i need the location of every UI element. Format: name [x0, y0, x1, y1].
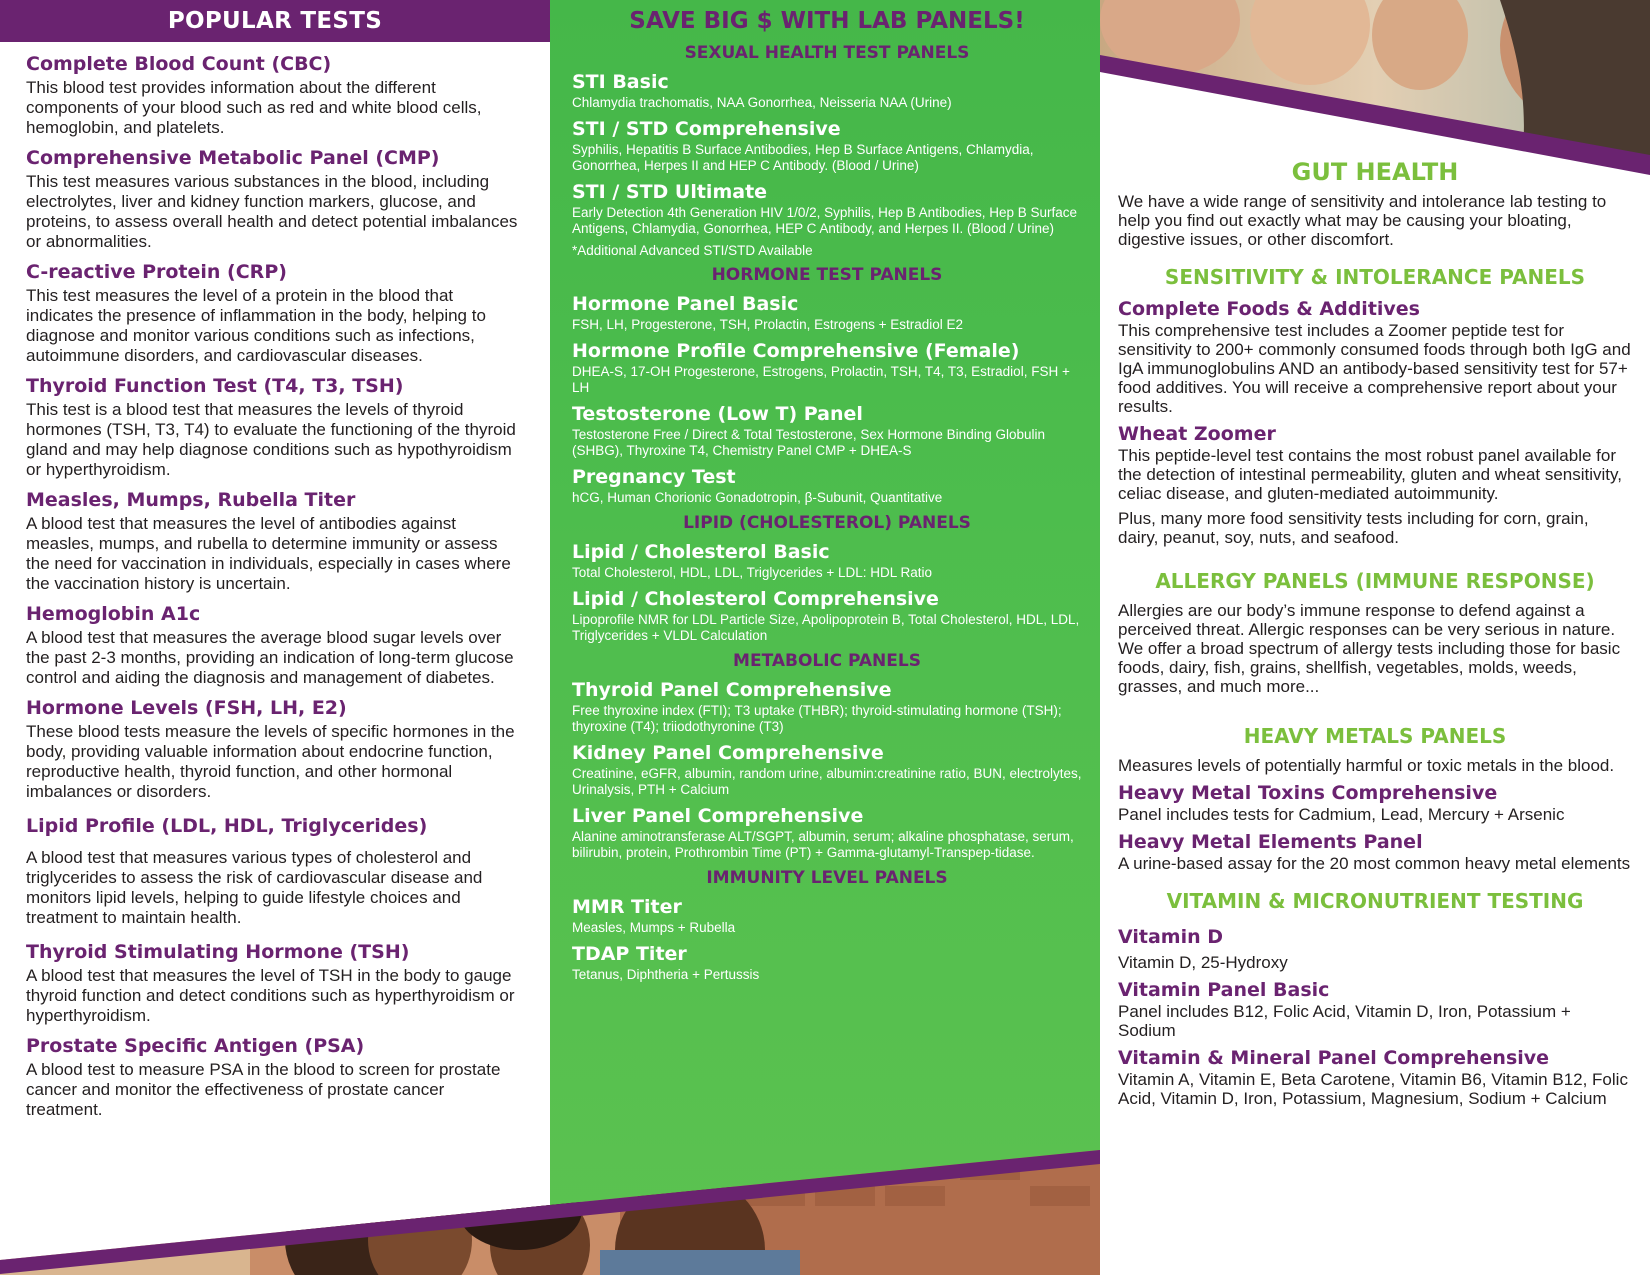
panel-item — [572, 804, 1082, 861]
gut-health-column — [1100, 0, 1650, 1275]
panel-description: DHEA-S, 17-OH Progesterone, Estrogens, Prolactin, TSH, T4, T3, Estradiol, FSH + LH — [572, 364, 1070, 395]
test-description: A blood test that measures various types of cholesterol and triglycerides to assess the risk of cardiovascular disease and monitors lipid levels, helping to guide lifestyle choices and treatment to maintain health. — [26, 848, 483, 927]
test-title: Hemoglobin A1c — [26, 603, 201, 625]
test-title: Measles, Mumps, Rubella Titer — [26, 489, 356, 511]
lab-panels-column — [550, 0, 1100, 1275]
foods-additives-description: This comprehensive test includes a Zoomer peptide test for sensitivity to 200+ commonly consumed foods through both IgG and IgA immunoglobulins AND an antibody-based sensitivity test for 57+ food additives. You will receive a comprehensive report about your results. — [1118, 321, 1631, 416]
metal-elements-title: Heavy Metal Elements Panel — [1118, 831, 1423, 853]
section-heading: SEXUAL HEALTH TEST PANELS — [684, 43, 970, 63]
test-item — [26, 696, 524, 802]
panel-item — [572, 117, 1082, 174]
panel-item — [572, 180, 1082, 237]
wheat-zoomer-title: Wheat Zoomer — [1118, 423, 1276, 445]
panel-item — [572, 895, 1082, 936]
test-title: Hormone Levels (FSH, LH, E2) — [26, 697, 347, 719]
test-description: This blood test provides information about the different components of your blood such as red and white blood cells, hemoglobin, and platelets. — [26, 78, 482, 137]
popular-tests-header: POPULAR TESTS — [0, 0, 550, 42]
wheat-zoomer-description: This peptide-level test contains the most robust panel available for the detection of intestinal permeability, gluten and wheat sensitivity, celiac disease, and gluten-mediated autoimmunity. — [1118, 446, 1622, 503]
gut-health-intro: We have a wide range of sensitivity and intolerance lab testing to help you find out exactly what may be causing your bloating, digestive issues, or other discomfort. — [1118, 192, 1607, 249]
vitamin-mineral-title: Vitamin & Mineral Panel Comprehensive — [1118, 1047, 1550, 1069]
panel-item — [572, 70, 1082, 111]
panel-title: Testosterone (Low T) Panel — [572, 403, 863, 425]
panel-title: STI / STD Comprehensive — [572, 118, 841, 140]
test-description: This test is a blood test that measures the levels of thyroid hormones (TSH, T3, T4) to evaluate the functioning of the thyroid gland and may help diagnose conditions such as hypothyroidism or hyperthyroidism. — [26, 400, 516, 479]
panel-description: Measles, Mumps + Rubella — [572, 920, 736, 935]
panel-item — [572, 942, 1082, 983]
panel-item — [572, 678, 1082, 735]
family-photo-top — [1100, 0, 1650, 175]
panel-item — [572, 402, 1082, 459]
test-item — [26, 146, 524, 252]
panel-description: Early Detection 4th Generation HIV 1/0/2, Syphilis, Hep B Antibodies, Hep B Surface Antigens, Chlamydia, Gonorrhea, HEP C Antibody, and Herpes II. (Blood / Urine) — [572, 205, 1078, 236]
test-title: C-reactive Protein (CRP) — [26, 261, 287, 283]
panel-item — [572, 741, 1082, 798]
panel-description: Testosterone Free / Direct & Total Testosterone, Sex Hormone Binding Globulin (SHBG), Thyroxine T4, Chemistry Panel CMP + DHEA-S — [572, 427, 1045, 458]
panel-description: Lipoprofile NMR for LDL Particle Size, Apolipoprotein B, Total Cholesterol, HDL, LDL, Triglycerides + VLDL Calculation — [572, 612, 1080, 643]
panel-description: Syphilis, Hepatitis B Surface Antibodies, Hep B Surface Antigens, Chlamydia, Gonorrhea, Herpes II and HEP C Antibody. (Blood / Urine) — [572, 142, 1034, 173]
allergy-description: Allergies are our body’s immune response to defend against a perceived threat. Allergic responses can be very serious in nature. We offer a broad spectrum of allergy tests including those for basic foods, dairy, fish, grains, shellfish, vegetables, molds, weeds, grasses, and much more... — [1118, 601, 1621, 696]
test-title: Thyroid Stimulating Hormone (TSH) — [26, 941, 410, 963]
gut-health-heading: GUT HEALTH — [1291, 158, 1459, 186]
panel-item — [572, 339, 1082, 396]
test-item — [26, 602, 524, 688]
test-description: A blood test that measures the average blood sugar levels over the past 2-3 months, providing an indication of long-term glucose control and aiding the diagnosis and management of diabetes. — [26, 628, 514, 687]
vitamin-basic-title: Vitamin Panel Basic — [1118, 979, 1330, 1001]
sensitivity-heading: SENSITIVITY & INTOLERANCE PANELS — [1164, 265, 1586, 289]
panel-title: STI Basic — [572, 71, 669, 93]
test-item — [26, 260, 524, 366]
test-item — [26, 814, 524, 928]
panel-title: Kidney Panel Comprehensive — [572, 742, 884, 764]
vitamin-d-description: Vitamin D, 25-Hydroxy — [1118, 953, 1288, 972]
more-food-tests-text: Plus, many more food sensitivity tests including for corn, grain, dairy, peanut, soy, nuts, and seafood. — [1118, 509, 1589, 547]
test-description: A blood test that measures the level of TSH in the body to gauge thyroid function and detect conditions such as hyperthyroidism or hyperthyroidism. — [26, 966, 515, 1025]
panel-title: Lipid / Cholesterol Basic — [572, 541, 830, 563]
test-description: This test measures various substances in the blood, including electrolytes, liver and kidney function markers, glucose, and proteins, to assess overall health and detect potential imbalances or abnormalities. — [26, 172, 518, 251]
panel-item — [572, 292, 1082, 333]
metal-toxins-title: Heavy Metal Toxins Comprehensive — [1118, 782, 1498, 804]
panel-title: Hormone Profile Comprehensive (Female) — [572, 340, 1020, 362]
panel-description: hCG, Human Chorionic Gonadotropin, β-Subunit, Quantitative — [572, 490, 943, 505]
panel-title: MMR Titer — [572, 896, 682, 918]
panel-title: Lipid / Cholesterol Comprehensive — [572, 588, 939, 610]
family-photo-bottom — [0, 1150, 1100, 1275]
test-title: Thyroid Function Test (T4, T3, TSH) — [26, 375, 404, 397]
panel-description: Creatinine, eGFR, albumin, random urine, albumin:creatinine ratio, BUN, electrolytes, Urinalysis, PTH + Calcium — [572, 766, 1082, 797]
lab-panels-headline: SAVE BIG $ WITH LAB PANELS! — [629, 8, 1025, 34]
section-heading: METABOLIC PANELS — [733, 651, 921, 671]
panel-item — [572, 540, 1082, 581]
panel-description: Tetanus, Diphtheria + Pertussis — [572, 967, 760, 982]
panel-description: Total Cholesterol, HDL, LDL, Triglycerides + LDL: HDL Ratio — [572, 565, 933, 580]
vitamin-mineral-description: Vitamin A, Vitamin E, Beta Carotene, Vitamin B6, Vitamin B12, Folic Acid, Vitamin D, Iron, Potassium, Magnesium, Sodium + Calcium — [1118, 1070, 1628, 1108]
vitamin-d-title: Vitamin D — [1118, 926, 1224, 948]
panel-item — [572, 587, 1082, 644]
panel-description: Free thyroxine index (FTI); T3 uptake (THBR); thyroid-stimulating hormone (TSH); thyroxine (T4); triiodothyronine (T3) — [572, 703, 1062, 734]
allergy-heading: ALLERGY PANELS (IMMUNE RESPONSE) — [1155, 569, 1595, 593]
section-heading: HORMONE TEST PANELS — [711, 265, 943, 285]
test-item — [26, 488, 524, 594]
test-title: Comprehensive Metabolic Panel (CMP) — [26, 147, 440, 169]
test-item — [26, 374, 524, 480]
test-title: Complete Blood Count (CBC) — [26, 53, 332, 75]
panel-title: Liver Panel Comprehensive — [572, 805, 864, 827]
section-heading: LIPID (CHOLESTEROL) PANELS — [683, 513, 971, 533]
panel-item — [572, 465, 1082, 506]
panel-title: STI / STD Ultimate — [572, 181, 768, 203]
foods-additives-title: Complete Foods & Additives — [1118, 298, 1420, 320]
test-item — [26, 1034, 524, 1120]
test-title: Prostate Specific Antigen (PSA) — [26, 1035, 365, 1057]
test-item — [26, 52, 524, 138]
panel-description: Alanine aminotransferase ALT/SGPT, albumin, serum; alkaline phosphatase, serum, bilirubin, protein, Prothrombin Time (PT) + Gamma-glutamyl-Transpep-tidase. — [572, 829, 1074, 860]
panel-title: TDAP Titer — [572, 943, 687, 965]
test-description: A blood test to measure PSA in the blood to screen for prostate cancer and monitor the effectiveness of prostate cancer treatment. — [26, 1060, 501, 1119]
vitamin-heading: VITAMIN & MICRONUTRIENT TESTING — [1166, 889, 1584, 913]
sti-note: *Additional Advanced STI/STD Available — [572, 243, 813, 258]
heavy-metals-description: Measures levels of potentially harmful or toxic metals in the blood. — [1118, 756, 1615, 775]
heavy-metals-heading: HEAVY METALS PANELS — [1243, 724, 1507, 748]
metal-toxins-description: Panel includes tests for Cadmium, Lead, Mercury + Arsenic — [1118, 805, 1565, 824]
test-item — [26, 940, 524, 1026]
vitamin-basic-description: Panel includes B12, Folic Acid, Vitamin D, Iron, Potassium + Sodium — [1118, 1002, 1571, 1040]
metal-elements-description: A urine-based assay for the 20 most common heavy metal elements — [1118, 854, 1631, 873]
popular-tests-column — [0, 0, 550, 1275]
test-description: These blood tests measure the levels of specific hormones in the body, providing valuable information about endocrine function, reproductive health, thyroid function, and other hormonal imbalances or disorders. — [26, 722, 515, 801]
panel-title: Thyroid Panel Comprehensive — [572, 679, 892, 701]
panel-description: Chlamydia trachomatis, NAA Gonorrhea, Neisseria NAA (Urine) — [572, 95, 952, 110]
test-description: This test measures the level of a protein in the blood that indicates the presence of inflammation in the body, helping to diagnose and monitor various conditions such as infections, autoimmune disorders, and cardiovascular diseases. — [26, 286, 486, 365]
test-title: Lipid Profile (LDL, HDL, Triglycerides) — [26, 815, 428, 837]
panel-description: FSH, LH, Progesterone, TSH, Prolactin, Estrogens + Estradiol E2 — [572, 317, 964, 332]
panel-title: Hormone Panel Basic — [572, 293, 799, 315]
section-heading: IMMUNITY LEVEL PANELS — [706, 868, 948, 888]
panel-title: Pregnancy Test — [572, 466, 736, 488]
test-description: A blood test that measures the level of antibodies against measles, mumps, and rubella to determine immunity or assess the need for vaccination in individuals, especially in cases where the vaccination history is uncertain. — [26, 514, 511, 593]
